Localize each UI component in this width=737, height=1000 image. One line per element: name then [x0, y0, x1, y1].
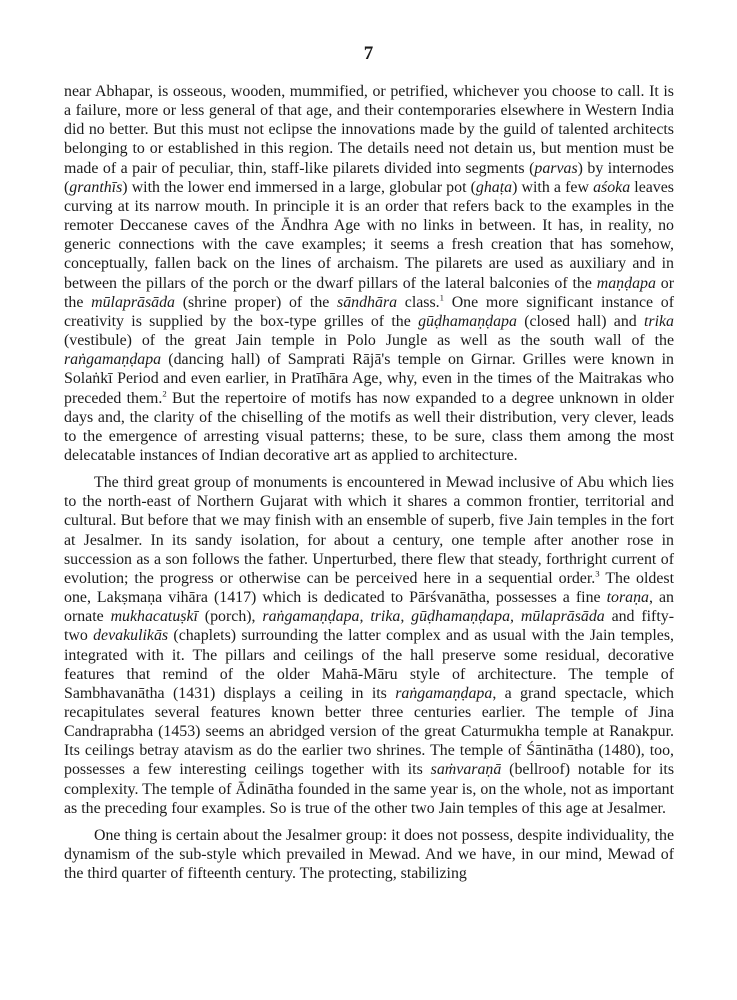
italic-term: sāndhāra	[337, 293, 398, 311]
italic-term: raṅgamaṇḍapa	[64, 351, 162, 369]
text-run: One thing is certain about the Jesalmer group: it does not possess, despite individuality, the dynamism of the sub-style which prevailed in Mewad. And we have, in our mind, Mewad of the third quarter of fifteenth century. The protecting, stabilizing	[64, 826, 674, 883]
page-number: 7	[363, 43, 374, 64]
text-run: (closed hall) and	[516, 312, 644, 330]
text-run: , an ornate	[64, 589, 674, 626]
text-run: (bellroof) notable for its complexity. The temple of Ādinātha founded in the same year is, on the whole, not as important as the preceding four examples. So is true of the other two Jain temples of this age at Jesalmer.	[64, 761, 674, 817]
italic-term: mūlaprāsāda	[91, 293, 175, 311]
italic-term: granthīs	[69, 178, 123, 196]
text-run: class.	[397, 293, 440, 311]
paragraph	[64, 82, 674, 465]
text-run: But the repertoire of motifs has now expanded to a degree unknown in older days and, the clarity of the chiselling of the motifs as well their distribution, very clever, leads to the emergence of arresting visual patterns; these, to be sure, class them among the most delecatable instances of Indian decorative art as applied to architecture.	[64, 389, 674, 464]
italic-term: parvas	[534, 159, 578, 177]
text-run: ) with the lower end immersed in a large, globular pot (	[122, 178, 476, 196]
text-run: (dancing hall) of Samprati Rājā's temple on Girnar. Grilles were known in Solaṅkī Period and even earlier, in Pratīhāra Age, why, even in the times of the Maitrakas who preceded them.	[64, 351, 674, 407]
italic-term: ghaṭa	[475, 178, 513, 196]
italic-term: raṅgamaṇḍapa, trika, gūḍhamaṇḍapa, mūlaprāsāda	[262, 608, 605, 626]
text-run: (chaplets) surrounding the latter complex and as usual with the Jain temples, integrated with it. The pillars and ceilings of the hall preserve some residual, decorative features that remind of the older Mahā-Māru style of architecture. The temple of Sambhavanātha (1431) displays a ceiling in its	[64, 627, 674, 702]
text-run: leaves curving at its narrow mouth. In principle it is an order that refers back to the examples in the remoter Deccanese caves of the Āndhra Age with no links in between. It has, in reality, no generic connections with the cave examples; it seems a fresh creation that has somehow, conceptually, fallen back on the lines of archaism. The pilarets are used as auxiliary and in between the pillars of the porch or the dwarf pillars of the lateral balconies of the	[64, 178, 674, 292]
italic-term: raṅgamaṇḍapa	[395, 684, 493, 702]
text-run: , a grand spectacle, which recapitulates several features known better three centuries earlier. The temple of Jina Candraprabha (1453) seems an abridged version of the great Caturmukha temple at Ranakpur. Its ceilings betray atavism as do the earlier two shrines. The temple of Śāntinātha (1480), too, possesses a few interesting ceilings together with its	[64, 684, 674, 779]
text-run: (porch),	[197, 608, 263, 626]
italic-term: gūḍhamaṇḍapa	[418, 312, 517, 330]
italic-term: toraṇa	[606, 589, 649, 607]
text-run: (shrine proper) of the	[175, 293, 338, 311]
text-run: (vestibule) of the great Jain temple in Polo Jungle as well as the south wall of the	[64, 332, 674, 350]
italic-term: maṇḍapa	[596, 274, 656, 292]
italic-term: aśoka	[593, 178, 631, 196]
body-text	[64, 82, 674, 883]
paragraph	[64, 826, 674, 883]
footnote-ref: 3	[595, 568, 600, 579]
italic-term: devakulikās	[93, 627, 169, 645]
italic-term: mukhacatuṣkī	[110, 608, 198, 626]
text-run: The oldest one, Lakṣmaṇa vihāra (1417) which is dedicated to Pārśvanātha, possesses a fine	[64, 569, 674, 607]
text-run: near Abhapar, is osseous, wooden, mummified, or petrified, whichever you choose to call. It is a failure, more or less general of that age, and their contemporaries elsewhere in Western India did no better. But this must not eclipse the innovations made by the guild of talented architects belonging to or established in this region. The details need not detain us, but mention must be made of a pair of peculiar, thin, staff-like pilarets divided into segments (	[64, 83, 674, 177]
text-run: The third great group of monuments is encountered in Mewad inclusive of Abu which lies to the north-east of Northern Gujarat with which it shares a common frontier, territorial and cultural. But before that we may finish with an ensemble of superb, five Jain temples in the fort at Jesalmer. In its sandy isolation, for about a century, one temple after another rose in succession as a son follows the father. Unperturbed, there flew that steady, forthright current of evolution; the progress or otherwise can be perceived here in a sequential order.	[64, 474, 674, 587]
text-run: One more significant instance of creativity is supplied by the box-type grilles of the	[64, 293, 674, 330]
italic-term: trika	[643, 312, 674, 330]
text-run: or the	[64, 274, 674, 311]
paragraph	[64, 473, 674, 818]
text-run: ) by internodes (	[64, 159, 674, 196]
text-run: and fifty-two	[64, 608, 675, 645]
text-run: ) with a few	[512, 178, 594, 196]
italic-term: saṁvaraṇā	[430, 761, 502, 779]
footnote-ref: 2	[162, 388, 167, 399]
footnote-ref: 1	[439, 292, 445, 303]
